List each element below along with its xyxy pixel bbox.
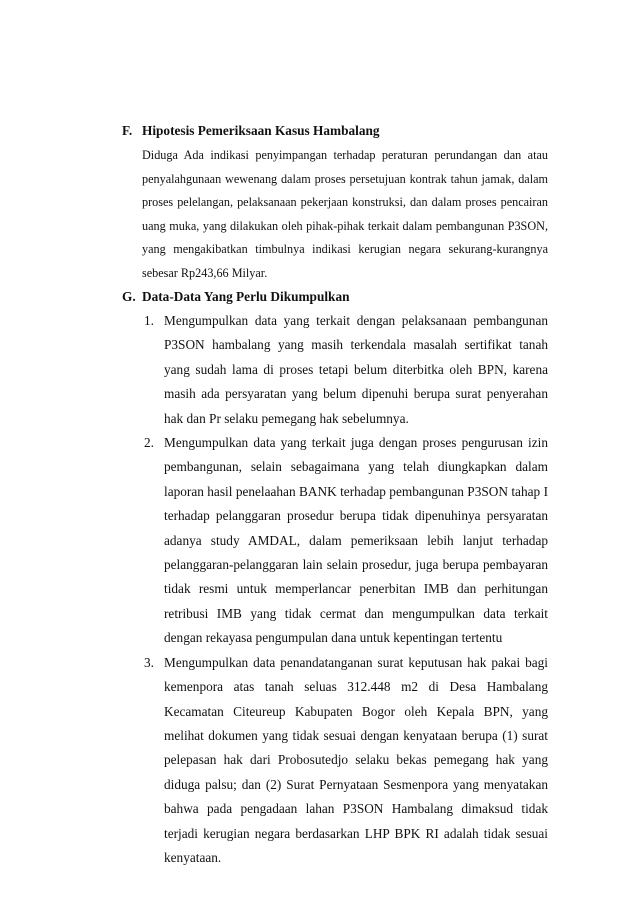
list-item [122, 431, 548, 651]
section-hipotesis [122, 121, 548, 286]
section-title: Hipotesis Pemeriksaan Kasus Hambalang [142, 123, 380, 138]
list-item-number: 3. [144, 654, 154, 670]
list-item-text: Mengumpulkan data yang terkait dengan pelaksanaan pembangunan P3SON hambalang yang masih terkendala masalah sertifikat tanah yang sudah lama di proses tetapi belum diterbitka oleh BPN, karena masih ada persyaratan yang belum dipenuhi berupa surat penyerahan hak dan Pr selaku pemegang hak sebelumnya. [164, 313, 548, 426]
list-item-text: Mengumpulkan data penandatanganan surat keputusan hak pakai bagi kemenpora atas tanah seluas 312.448 m2 di Desa Hambalang Kecamatan Citeureup Kabupaten Bogor oleh Kepala BPN, yang melihat dokumen yang tidak sesuai dengan kenyataan berupa (1) surat pelepasan hak dari Probosutedjo selaku bekas pemegang hak yang diduga palsu; dan (2) Surat Pernyataan Sesmenpora yang menyatakan bahwa pada pengadaan lahan P3SON Hambalang dimaksud tidak terjadi kerugian negara berdasarkan LHP BPK RI adalah tidak sesuai kenyataan. [164, 654, 548, 865]
hipotesis-paragraph: Diduga Ada indikasi penyimpangan terhadap peraturan perundangan dan atau penyalahgunaan wewenang dalam proses persetujuan kontrak tahun jamak, dalam proses pelelangan, pelaksanaan pekerjaan konstruksi, dan dalam proses pencairan uang muka, yang dilakukan oleh pihak-pihak terkait dalam pembangunan P3SON, yang mengakibatkan timbulnya indikasi kerugian negara sekurang-kurangnya sebesar Rp243,66 Milyar. [142, 148, 548, 280]
list-item [122, 309, 548, 431]
list-item-number: 2. [144, 435, 154, 451]
section-data [122, 287, 548, 870]
list-item-text: Mengumpulkan data yang terkait juga dengan proses pengurusan izin pembangunan, selain sebagaimana yang telah diungkapkan dalam laporan hasil penelaahan BANK terhadap pembangunan P3SON tahap I terhadap pelanggaran prosedur berupa tidak dipenuhinya persyaratan adanya study AMDAL, dalam pemeriksaan lebih lanjut terhadap pelanggaran-pelanggaran lain selain prosedur, juga berupa pembayaran tidak resmi untuk memperlancar penerbitan IMB dan perhitungan retribusi IMB yang tidak cermat dan mengumpulkan data terkait dengan rekayasa pengumpulan dana untuk kepentingan tertentu [164, 435, 548, 646]
data-list [122, 309, 548, 870]
section-heading [122, 121, 548, 141]
section-letter: G. [122, 289, 136, 304]
list-item [122, 651, 548, 871]
section-title: Data-Data Yang Perlu Dikumpulkan [142, 289, 350, 304]
list-item-number: 1. [144, 313, 154, 328]
section-letter: F. [122, 123, 133, 138]
section-heading [122, 287, 548, 307]
